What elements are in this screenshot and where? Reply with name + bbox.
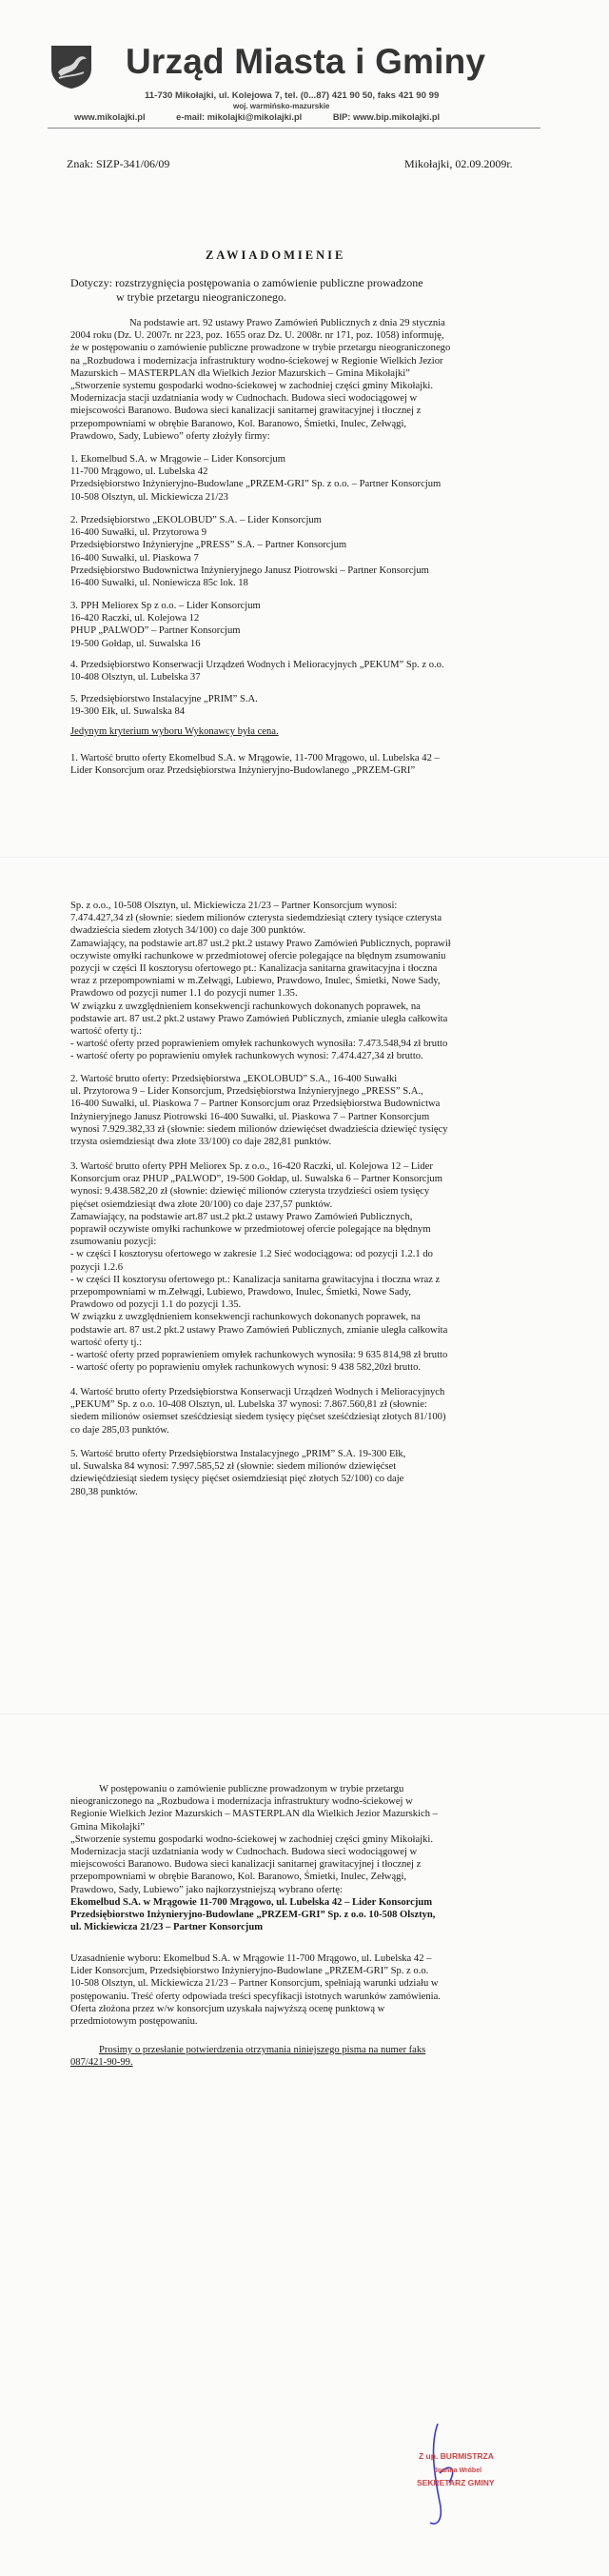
bidder-line: 1. Ekomelbud S.A. w Mrągowie – Lider Konsorcjum <box>70 454 285 465</box>
offer-line: pozycji w części II kosztorysu ofertowego pt.: Kanalizacja sanitarna grawitacyjna i tłoczna <box>70 963 438 975</box>
bidder-5 <box>70 693 258 718</box>
offer-line: Zamawiający, na podstawie art.87 ust.2 pkt.2 ustawy Prawo Zamówień Publicznych, <box>70 1211 413 1222</box>
subject-line: w trybie przetargu nieograniczonego. <box>116 290 287 304</box>
intro-line: Mazurskich – MASTERPLAN dla Wielkich Jezior Mazurskich – Gmina Mikołajki” <box>70 367 410 379</box>
document-heading: ZAWIADOMIENIE <box>206 248 346 262</box>
bidder-line: 16-400 Suwałki, ul. Piaskowa 7 <box>70 552 199 564</box>
offer-line: 5. Wartość brutto oferty Przedsiębiorstwa Instalacyjnego „PRIM” S.A. 19-300 Ełk, <box>70 1449 406 1459</box>
offer-line: - wartość oferty po poprawieniu omyłek rachunkowych wynosi: 7.474.427,34 zł brutto. <box>70 1051 423 1062</box>
intro-line: że w postępowaniu o zamówienie publiczne prowadzone w trybie przetargu nieograniczonego <box>70 343 451 354</box>
selection-line: Regionie Wielkich Jezior Mazurskich – MASTERPLAN dla Wielkich Jezior Mazurskich – <box>70 1809 438 1820</box>
offer-line: dwadzieścia siedem złotych 34/100) co daje 300 punktów. <box>70 925 306 937</box>
letterhead-title: Urząd Miasta i Gminy <box>126 42 486 81</box>
subject-line: Dotyczy: rozstrzygnięcia postępowania o zamówienie publiczne prowadzone <box>70 276 423 289</box>
intro-line: 2004 roku (Dz. U. 2007r. nr 223, poz. 1655 oraz Dz. U. 2008r. nr 171, poz. 1058) informuję, <box>70 330 444 342</box>
winner-line: ul. Mickiewicza 21/23 – Partner Konsorcjum <box>70 1922 264 1933</box>
selection-line: nieograniczonego na „Rozbudowa i modernizacja infrastruktury wodno-ściekowej w <box>70 1796 413 1808</box>
offer-line: podstawie art. 87 ust.2 pkt.2 ustawy Prawo Zamówień Publicznych, zmianie uległa całkowita <box>70 1013 448 1024</box>
offer-line: wartość oferty tj.: <box>70 1337 143 1348</box>
intro-line: Prawdowo, Sady, Lubiewo” oferty złożyły firmy: <box>70 430 270 442</box>
letterhead-bip[interactable]: BIP: www.bip.mikolajki.pl <box>332 112 441 122</box>
bidder-line: 19-500 Gołdap, ul. Suwalska 16 <box>70 638 201 649</box>
intro-line: przepompowniami w obrębie Baranowo, Kol. Baranowo, Śmietki, Inulec, Zełwągi, <box>70 418 407 429</box>
offer-line: poprawił oczywiste omyłki rachunkowe w przedmiotowej ofercie polegające na błędnym <box>70 1224 431 1236</box>
winner-line: Ekomelbud S.A. w Mrągowie 11-700 Mrągowo, ul. Lubelska 42 – Lider Konsorcjum <box>70 1896 433 1908</box>
bidder-line: 10-508 Olsztyn, ul. Mickiewicza 21/23 <box>70 491 228 503</box>
criterion-line: Jedynym kryterium wyboru Wykonawcy była cena. <box>70 726 279 737</box>
stamp-line-3: SEKRETARZ GMINY <box>417 2478 495 2487</box>
offer-1-intro <box>70 752 440 777</box>
selection-line: Prawdowo, Sady, Lubiewo” jako najkorzystniejszą wybrano ofertę: <box>70 1884 343 1895</box>
offer-line: Prawdowo od pozycji numer 1.1 do pozycji numer 1.35. <box>70 988 298 1000</box>
bidder-line: 5. Przedsiębiorstwo Instalacyjne „PRIM” S.A. <box>70 694 258 704</box>
offer-line: W związku z uwzględnieniem konsekwencji rachunkowych dokonanych poprawek, na <box>70 1312 421 1323</box>
offer-line: trzysta osiemdziesiąt dwa złote 33/100) co daje 282,81 punktów. <box>70 1137 332 1148</box>
bidder-line: 10-408 Olsztyn, ul. Lubelska 37 <box>70 672 201 684</box>
selection-line: miejscowości Baranowo. Budowa sieci kanalizacji sanitarnej grawitacyjnej i tłocznej z <box>70 1859 422 1871</box>
bidder-line: 16-400 Suwałki, ul. Przytorowa 9 <box>70 527 207 539</box>
offer-line: ul. Przytorowa 9 – Lider Konsorcjum, Przedsiębiorstwa Inżynieryjnego „PRESS” S.A., <box>70 1086 423 1098</box>
justification-line: przedmiotowym postępowaniu. <box>70 2016 198 2028</box>
offer-line: wynosi: 9.438.582,20 zł (słownie: dziewięć milionów czterysta trzydzieści osiem tysięcy <box>70 1186 430 1198</box>
bidder-line: PHUP „PALWOD” – Partner Konsorcjum <box>70 625 241 637</box>
offer-line: - wartość oferty przed poprawieniem omyłek rachunkowych wynosiła: 7.473.548,94 zł brutto <box>70 1039 448 1050</box>
criterion <box>70 725 279 738</box>
justification-line: 10-508 Olsztyn, ul. Mickiewicza 21/23 – Partner Konsorcjum, spełniają warunki udziału w <box>70 1978 439 1990</box>
bidder-3 <box>70 600 261 650</box>
offer-line: 2. Wartość brutto oferty: Przedsiębiorstwa „EKOLOBUD” S.A., 16-400 Suwałki <box>70 1074 398 1084</box>
offer-5 <box>70 1448 405 1498</box>
bidder-line: 4. Przedsiębiorstwo Konserwacji Urządzeń Wodnych i Melioracyjnych „PEKUM” Sp. z o.o. <box>70 660 444 670</box>
selection-line: Modernizacja stacji uzdatniania wody w Cudnochach. Budowa sieci wodociągowej w <box>70 1847 418 1858</box>
offer-line: - w części II kosztorysu ofertowego pt.: Kanalizacja sanitarna grawitacyjna i tłoczna wraz z <box>70 1274 441 1285</box>
offer-line: - wartość oferty przed poprawieniem omyłek rachunkowych wynosiła: 9 635 814,98 zł brutto <box>70 1350 448 1361</box>
selection-line: przepompowniami w obrębie Baranowo, Kol. Baranowo, Śmietki, Inulec, Zełwągi, <box>70 1872 407 1883</box>
offer-line: ul. Suwalska 84 wynosi: 7.997.585,52 zł (słownie: siedem milionów dziewięćset <box>70 1461 397 1473</box>
bidder-line: 11-700 Mrągowo, ul. Lubelska 42 <box>70 466 208 478</box>
letterhead-contacts <box>74 112 468 122</box>
intro-line: na „Rozbudowa i modernizacja infrastruktury wodno-ściekowej w Regionie Wielkich Jezior <box>70 355 443 367</box>
offer-line: wraz z przepompowniami w m.Zełwągi, Lubiewo, Prawdowo, Inulec, Śmietki, Nowe Sady, <box>70 976 441 987</box>
bidder-line: Przedsiębiorstwo Budownictwa Inżynieryjnego Janusz Piotrowski – Partner Konsorcjum <box>70 565 429 576</box>
reference-number: Znak: SIZP-341/06/09 <box>67 157 170 170</box>
offer-line: przepompowniami w m.Zełwągi, Lubiewo, Prawdowo, Inulec, Śmietki, Nowe Sady, <box>70 1287 411 1298</box>
justification-line: Lider Konsorcjum, Przedsiębiorstwo Inżynieryjno-Budowlane „PRZEM-GRI” Sp. z o.o. <box>70 1966 429 1977</box>
offer-line: 1. Wartość brutto oferty Ekomelbud S.A. w Mrągowie, 11-700 Mrągowo, ul. Lubelska 42 – <box>70 753 440 763</box>
justification-line: Oferta złożona przez w/w konsorcjum uzyskała najwyższą ocenę punktową w <box>70 2003 385 2014</box>
offer-line: 4. Wartość brutto oferty Przedsiębiorstwa Konserwacji Urządzeń Wodnych i Melioracyjnych <box>70 1387 445 1397</box>
letterhead-website[interactable]: www.mikolajki.pl <box>74 112 146 122</box>
offer-line: - w części I kosztorysu ofertowego w zakresie 1.2 Sieć wodociągowa: od pozycji 1.2.1 do <box>70 1249 433 1260</box>
bidder-1 <box>70 453 441 504</box>
offer-line: 280,38 punktów. <box>70 1486 138 1497</box>
bidder-line: 3. PPH Meliorex Sp z o.o. – Lider Konsorcjum <box>70 601 261 611</box>
bidder-line: 19-300 Ełk, ul. Suwalska 84 <box>70 706 186 718</box>
offer-line: „PEKUM” Sp. z o.o. 10-408 Olsztyn, ul. Lubelska 37 wynosi: 7.867.560,81 zł (słownie: <box>70 1399 427 1411</box>
subject <box>70 276 423 305</box>
intro-paragraph <box>70 317 450 443</box>
offer-1-details <box>70 900 451 1063</box>
justification <box>70 1952 441 2028</box>
bidder-4 <box>70 659 444 684</box>
request-line: 087/421-90-99. <box>70 2057 133 2069</box>
letterhead-region: woj. warmińsko-mazurskie <box>233 102 330 110</box>
place-date: Mikołajki, 02.09.2009r. <box>404 157 513 170</box>
bidder-line: 16-400 Suwałki, ul. Noniewicza 85c lok. 18 <box>70 578 248 589</box>
offer-line: Sp. z o.o., 10-508 Olsztyn, ul. Mickiewicza 21/23 – Partner Konsorcjum wynosi: <box>70 901 398 911</box>
offer-line: 3. Wartość brutto oferty PPH Meliorex Sp. z o.o., 16-420 Raczki, ul. Kolejowa 12 – Lider <box>70 1161 433 1172</box>
bidder-line: 16-420 Raczki, ul. Kolejowa 12 <box>70 613 200 624</box>
intro-line: Na podstawie art. 92 ustawy Prawo Zamówień Publicznych z dnia 29 stycznia <box>129 318 445 328</box>
offer-line: 7.474.427,34 zł (słownie: siedem milionów czterysta siedemdziesiąt cztery tysiące czterysta <box>70 913 442 924</box>
stamp-line-2: Joanna Wróbel <box>434 2467 482 2474</box>
confirmation-request <box>70 2044 425 2069</box>
offer-line: pozycji 1.2.6 <box>70 1261 124 1273</box>
letterhead-divider <box>48 128 540 129</box>
stamp-line-1: Z up. BURMISTRZA <box>419 2451 494 2461</box>
intro-line: Modernizacja stacji uzdatniania wody w Cudnochach. Budowa sieci wodociągowej w <box>70 393 418 405</box>
intro-line: „Stworzenie systemu gospodarki wodno-ściekowej w zachodniej części gminy Mikołajki. <box>70 381 433 392</box>
offer-line: 16-400 Suwałki, ul. Piaskowa 7 – Partner Konsorcjum oraz Przedsiębiorstwa Budownictwa <box>70 1099 441 1110</box>
offer-line: dziewięćdziesiąt siedem tysięcy pięćset osiemdziesiąt pięć złotych 52/100) co daje <box>70 1474 404 1485</box>
bidder-line: Przedsiębiorstwo Inżynieryjne „PRESS” S.A. – Partner Konsorcjum <box>70 540 347 551</box>
offer-line: pięćset osiemdziesiąt dwa złote 20/100) co daje 237,57 punktów. <box>70 1199 333 1210</box>
offer-line: Zamawiający, na podstawie art.87 ust.2 pkt.2 ustawy Prawo Zamówień Publicznych, poprawił <box>70 938 451 949</box>
offer-line: co daje 285,03 punktów. <box>70 1424 169 1436</box>
offer-line: Konsorcjum oraz PHUP „PALWOD”, 19-500 Gołdap, ul. Suwalska 6 – Partner Konsorcjum <box>70 1174 442 1185</box>
selection-paragraph <box>70 1783 438 1933</box>
winner-line: Przedsiębiorstwo Inżynieryjno-Budowlane „PRZEM-GRI” Sp. z o.o. 10-508 Olsztyn, <box>70 1910 436 1921</box>
municipal-crest-icon <box>49 44 93 89</box>
document-page-2 <box>0 857 609 1714</box>
document-page-3 <box>0 1714 609 2576</box>
bidder-line: Przedsiębiorstwo Inżynieryjno-Budowlane „PRZEM-GRI” Sp. z o.o. – Partner Konsorcjum <box>70 479 442 490</box>
offer-line: W związku z uwzględnieniem konsekwencji rachunkowych dokonanych poprawek, na <box>70 1001 421 1012</box>
offer-3 <box>70 1160 447 1374</box>
bidder-2 <box>70 514 429 589</box>
selection-line: W postępowaniu o zamówienie publiczne prowadzonym w trybie przetargu <box>99 1784 404 1794</box>
selection-line: Gmina Mikołajki” <box>70 1821 145 1833</box>
offer-line: Inżynieryjnego Janusz Piotrowski 16-400 Suwałki, ul. Piaskowa 7 – Partner Konsorcjum <box>70 1111 430 1122</box>
offer-line: oczywiste omyłki rachunkowe w przedmiotowej ofercie polegające na błędnym zsumowaniu <box>70 950 446 961</box>
intro-line: miejscowości Baranowo. Budowa sieci kanalizacji sanitarnej grawitacyjnej i tłocznej z <box>70 406 422 417</box>
selection-line: „Stworzenie systemu gospodarki wodno-ściekowej w zachodniej części gminy Mikołajki. <box>70 1833 433 1845</box>
document-page-1 <box>0 0 609 857</box>
offer-line: zsumowaniu pozycji: <box>70 1237 157 1248</box>
request-line: Prosimy o przesłanie potwierdzenia otrzymania niniejszego pisma na numer faks <box>99 2045 426 2055</box>
offer-line: podstawie art. 87 ust.2 pkt.2 ustawy Prawo Zamówień Publicznych, zmianie uległa całkowita <box>70 1324 448 1336</box>
offer-line: - wartość oferty po poprawieniu omyłek rachunkowych wynosi: 9 438 582,20zł brutto. <box>70 1362 422 1374</box>
offer-line: siedem milionów osiemset sześćdziesiąt siedem tysięcy pięćset sześćdziesiąt złotych 81/100) <box>70 1412 446 1423</box>
letterhead-email[interactable]: e-mail: mikolajki@mikolajki.pl <box>176 112 303 122</box>
offer-line: wynosi 7.929.382,33 zł (słownie: siedem milionów dziewięćset dwadzieścia dziewięć tysięcy <box>70 1123 448 1135</box>
offer-2 <box>70 1073 448 1148</box>
justification-line: postępowaniu. Treść oferty odpowiada treści specyfikacji istotnych warunków zamówienia. <box>70 1991 441 2002</box>
offer-line: Prawdowo od pozycji 1.1 do pozycji 1.35. <box>70 1299 242 1311</box>
offer-line: wartość oferty tj.: <box>70 1026 143 1038</box>
offer-4 <box>70 1386 446 1437</box>
justification-line: Uzasadnienie wyboru: Ekomelbud S.A. w Mrągowie 11-700 Mrągowo, ul. Lubelska 42 – <box>70 1953 432 1964</box>
bidder-line: 2. Przedsiębiorstwo „EKOLOBUD” S.A. – Lider Konsorcjum <box>70 515 322 525</box>
letterhead-address: 11-730 Mikołajki, ul. Kolejowa 7, tel. (0...87) 421 90 50, faks 421 90 99 <box>145 90 440 101</box>
offer-line: Lider Konsorcjum oraz Przedsiębiorstwa Inżynieryjno-Budowlanego „PRZEM-GRI” <box>70 765 416 777</box>
